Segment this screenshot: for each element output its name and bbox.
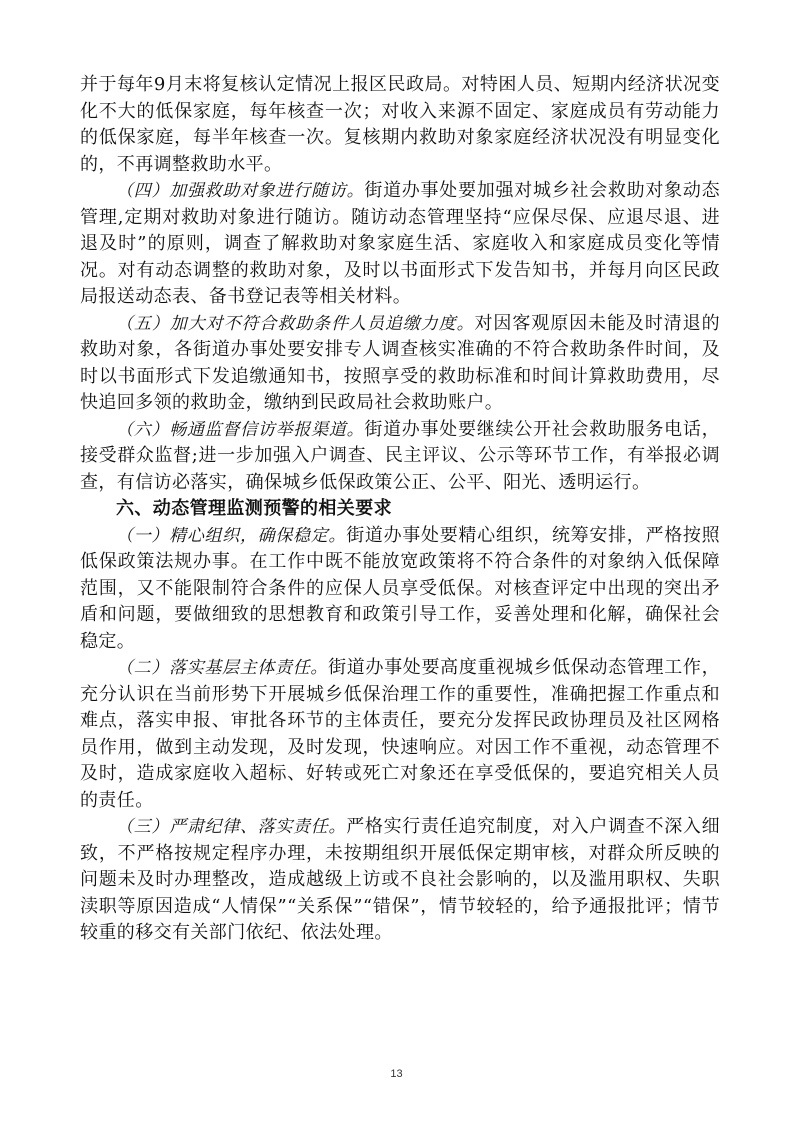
section-paragraph-1 [80,523,720,656]
paragraph-lead: （三）严肃纪律、落实责任。 [116,817,347,837]
paragraph-lead: （六）畅通监督信访举报渠道。 [116,419,365,440]
paragraph-item-4 [80,178,720,311]
document-body [80,72,720,947]
paragraph-item-6 [80,417,720,497]
paragraph-lead: （四）加强救助对象进行随访。 [116,181,365,201]
paragraph-continuation [80,72,720,178]
section-heading: 六、动态管理监测预警的相关要求 [116,498,392,519]
paragraph-text: 街道办事处要高度重视城乡低保动态管理工作，充分认识在当前形势下开展城乡低保治理工作的重要性，准确把握工作重点和难点，落实申报、审批各环节的主体责任，要充分发挥民政协理员及社区网格员作用，做到主动发现，及时发现，快速响应。对因工作不重视，动态管理不及时，造成家庭收入超标、好转或死亡对象还在享受低保的，要追究相关人员的责任。 [80,657,720,811]
paragraph-text: 街道办事处要加强对城乡社会救助对象动态管理,定期对救助对象进行随访。随访动态管理坚持“应保尽保、应退尽退、进退及时”的原则，调查了解救助对象家庭生活、家庭收入和家庭成员变化等情况。对有动态调整的救助对象，及时以书面形式下发告知书，并每月向区民政局报送动态表、备书登记表等相关材料。 [80,180,720,307]
paragraph-lead: （一）精心组织，确保稳定。 [116,525,347,546]
paragraph-text: 对因客观原因未能及时清退的救助对象，各街道办事处要安排专人调查核实准确的不符合救助条件时间，及时以书面形式下发追缴通知书，按照享受的救助标准和时间计算救助费用，尽快追回多领的救助金，缴纳到民政局社会救助账户。 [80,312,720,413]
paragraph-item-5 [80,311,720,417]
paragraph-text: 严格实行责任追究制度，对入户调查不深入细致，不严格按规定程序办理，未按期组织开展低保定期审核，对群众所反映的问题未及时办理整改，造成越级上访或不良社会影响的，以及滥用职权、失职渎职等原因造成“人情保”“关系保”“错保”，情节较轻的，给予通报批评；情节较重的移交有关部门依纪、依法处理。 [80,816,721,943]
page-number: 13 [390,1068,403,1080]
paragraph-text: 街道办事处要继续公开社会救助服务电话，接受群众监督;进一步加强入户调查、民主评议、公示等环节工作，有举报必调查，有信访必落实，确保城乡低保政策公正、公平、阳光、透明运行。 [80,418,720,493]
paragraph-text: 街道办事处要精心组织，统筹安排，严格按照低保政策法规办事。在工作中既不能放宽政策将不符合条件的对象纳入低保障范围，又不能限制符合条件的应保人员享受低保。对核查评定中出现的突出矛盾和问题，要做细致的思想教育和政策引导工作，妥善处理和化解，确保社会稳定。 [80,524,721,652]
section-paragraph-2 [80,655,720,814]
paragraph-lead: （五）加大对不符合救助条件人员追缴力度。 [116,313,475,334]
paragraph-text: 并于每年9月末将复核认定情况上报区民政局。对特困人员、短期内经济状况变化不大的低保家庭，每年核查一次；对收入来源不固定、家庭成员有劳动能力的低保家庭，每半年核查一次。复核期内救助对象家庭经济状况没有明显变化的，不再调整救助水平。 [80,74,720,175]
section-paragraph-3 [80,814,720,947]
paragraph-lead: （二）落实基层主体责任。 [116,658,329,678]
